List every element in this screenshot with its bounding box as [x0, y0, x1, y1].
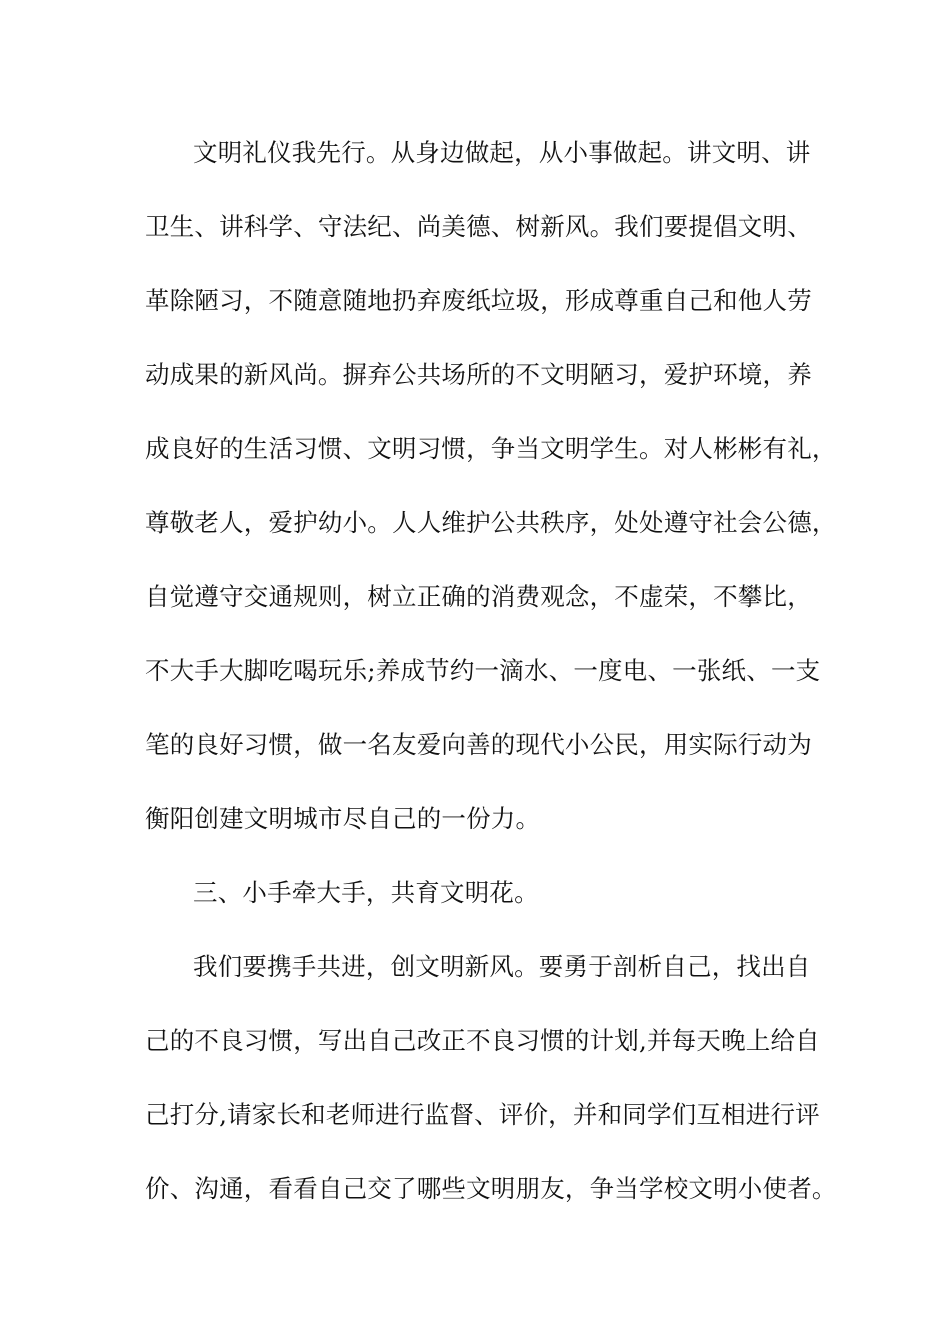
paragraph-line: 我们要携手共进，创文明新风。要勇于剖析自己，找出自 [193, 952, 811, 981]
paragraph-line: 己的不良习惯，写出自己改正不良习惯的计划,并每天晚上给自 [145, 1026, 820, 1055]
paragraph-line: 文明礼仪我先行。从身边做起，从小事做起。讲文明、讲 [193, 138, 811, 167]
paragraph-line: 己打分,请家长和老师进行监督、评价，并和同学们互相进行评 [145, 1100, 820, 1129]
section-heading: 三、小手牵大手，共育文明花。 [193, 878, 539, 907]
paragraph-line: 不大手大脚吃喝玩乐;养成节约一滴水、一度电、一张纸、一支 [145, 656, 821, 685]
paragraph-line: 卫生、讲科学、守法纪、尚美德、树新风。我们要提倡文明、 [145, 212, 812, 241]
paragraph-line: 自觉遵守交通规则，树立正确的消费观念，不虚荣，不攀比， [145, 582, 812, 611]
paragraph-line: 革除陋习，不随意随地扔弃废纸垃圾，形成尊重自己和他人劳 [145, 286, 812, 315]
paragraph-line: 尊敬老人，爱护幼小。人人维护公共秩序，处处遵守社会公德， [145, 508, 837, 537]
paragraph-line: 笔的良好习惯，做一名友爱向善的现代小公民，用实际行动为 [145, 730, 812, 759]
paragraph-line: 价、沟通，看看自己交了哪些文明朋友，争当学校文明小使者。 [145, 1174, 837, 1203]
paragraph-line: 动成果的新风尚。摒弃公共场所的不文明陋习，爱护环境，养 [145, 360, 812, 389]
paragraph-line: 衡阳创建文明城市尽自己的一份力。 [145, 804, 541, 833]
paragraph-line: 成良好的生活习惯、文明习惯，争当文明学生。对人彬彬有礼， [145, 434, 837, 463]
